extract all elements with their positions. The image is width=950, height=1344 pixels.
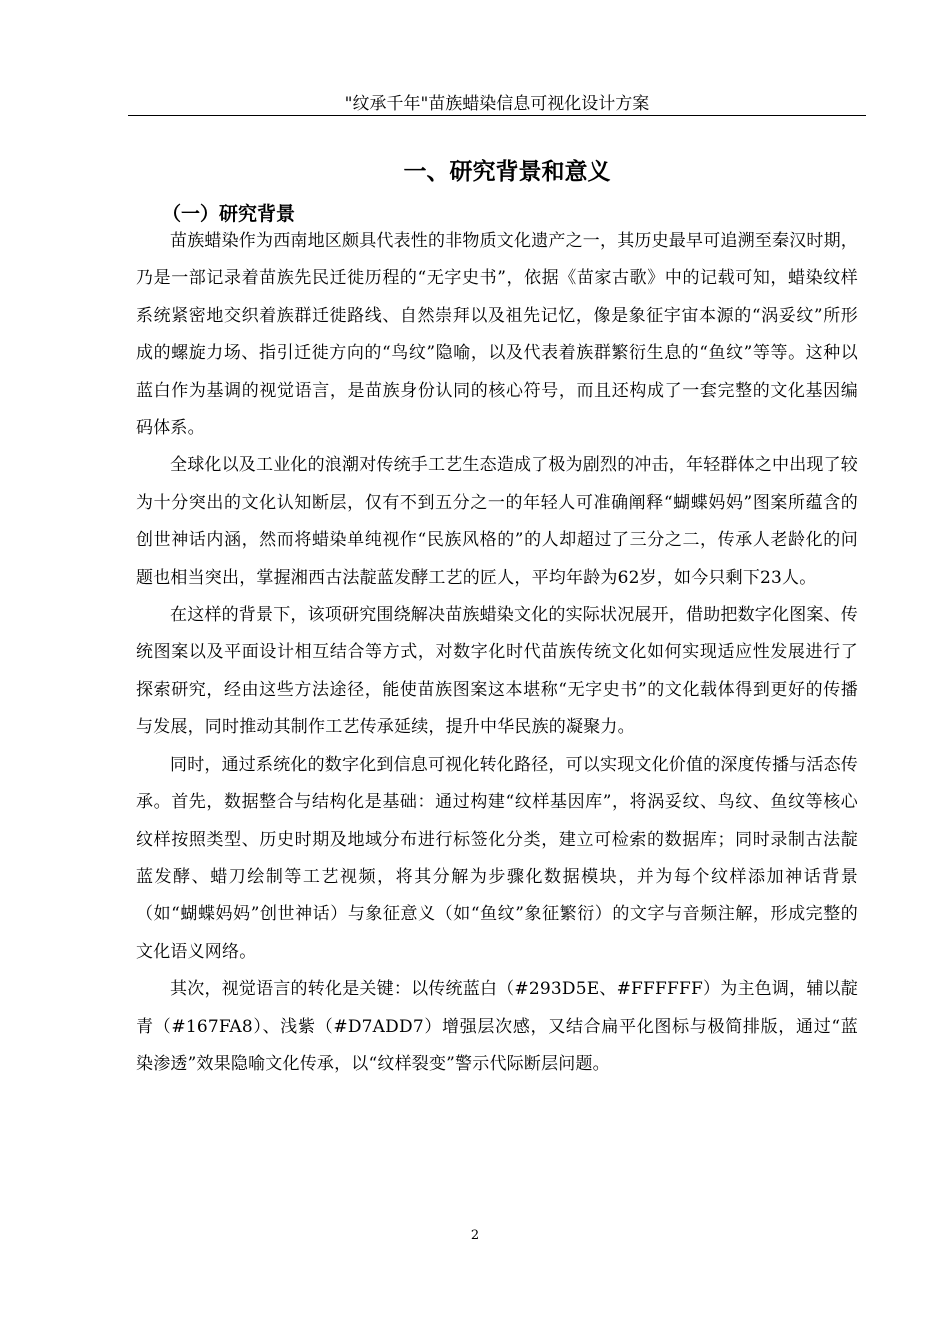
paragraph-4: 同时，通过系统化的数字化到信息可视化转化路径，可以实现文化价值的深度传播与活态传承。首先，数据整合与结构化是基础：通过构建“纹样基因库”，将涡妥纹、鸟纹、鱼纹等核心纹样按照类型、历史时期及地域分布进行标签化分类，建立可检索的数据库；同时录制古法靛蓝发酵、蜡刀绘制等工艺视频，将其分解为步骤化数据模块，并为每个纹样添加神话背景（如“蝴蝶妈妈”创世神话）与象征意义（如“鱼纹”象征繁衍）的文字与音频注解，形成完整的文化语义网络。 bbox=[136, 754, 858, 962]
page-number: 2 bbox=[470, 1228, 480, 1243]
section-title: 一、研究背景和意义 bbox=[403, 159, 611, 185]
running-header: "纹承千年"苗族蜡染信息可视化设计方案 bbox=[344, 94, 650, 114]
subsection-title: （一）研究背景 bbox=[162, 203, 296, 225]
paragraph-2: 全球化以及工业化的浪潮对传统手工艺生态造成了极为剧烈的冲击，年轻群体之中出现了较为十分突出的文化认知断层，仅有不到五分之一的年轻人可准确阐释“蝴蝶妈妈”图案所蕴含的创世神话内涵，然而将蜡染单纯视作“民族风格的”的人却超过了三分之二，传承人老龄化的问题也相当突出，掌握湘西古法靛蓝发酵工艺的匠人，平均年龄为62岁，如今只剩下23人。 bbox=[136, 455, 858, 588]
body-text bbox=[136, 223, 858, 1083]
header-rule bbox=[128, 115, 866, 116]
paragraph-3: 在这样的背景下，该项研究围绕解决苗族蜡染文化的实际状况展开，借助把数字化图案、传统图案以及平面设计相互结合等方式，对数字化时代苗族传统文化如何实现适应性发展进行了探索研究，经由这些方法途径，能使苗族图案这本堪称“无字史书”的文化载体得到更好的传播与发展，同时推动其制作工艺传承延续，提升中华民族的凝聚力。 bbox=[136, 605, 858, 738]
paragraph-1: 苗族蜡染作为西南地区颇具代表性的非物质文化遗产之一，其历史最早可追溯至秦汉时期，乃是一部记录着苗族先民迁徙历程的“无字史书”，依据《苗家古歌》中的记载可知，蜡染纹样系统紧密地交织着族群迁徙路线、自然崇拜以及祖先记忆，像是象征宇宙本源的“涡妥纹”所形成的螺旋力场、指引迁徙方向的“鸟纹”隐喻，以及代表着族群繁衍生息的“鱼纹”等等。这种以蓝白作为基调的视觉语言，是苗族身份认同的核心符号，而且还构成了一套完整的文化基因编码体系。 bbox=[136, 231, 858, 439]
paragraph-5: 其次，视觉语言的转化是关键：以传统蓝白（#293D5E、#FFFFFF）为主色调，辅以靛青（#167FA8）、浅紫（#D7ADD7）增强层次感，又结合扁平化图标与极简排版，通过“蓝染渗透”效果隐喻文化传承，以“纹样裂变”警示代际断层问题。 bbox=[136, 979, 858, 1074]
